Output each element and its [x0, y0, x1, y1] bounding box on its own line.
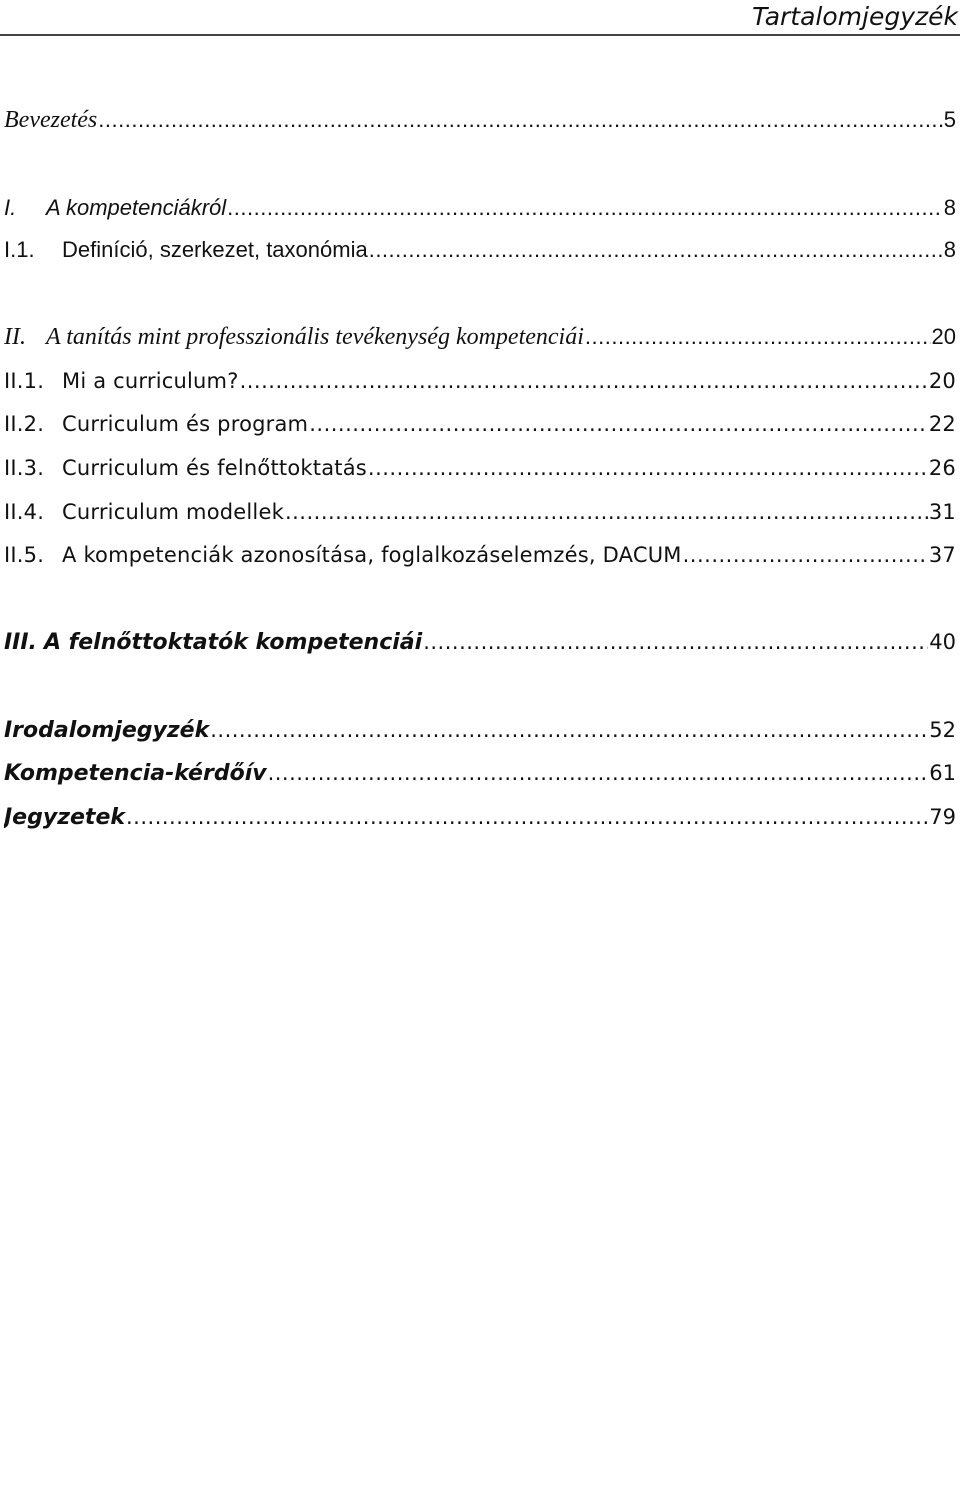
toc-entry-section-2-4[interactable] — [4, 496, 956, 528]
toc-entry-chapter-1[interactable] — [4, 192, 956, 224]
toc-entry-chapter-3[interactable] — [4, 626, 956, 658]
dot-leader — [309, 408, 928, 440]
toc-entry-number: I.1. — [4, 237, 35, 262]
toc-entry-number: II.1. — [4, 369, 45, 393]
toc-entry-number: II.3. — [4, 456, 45, 480]
toc-entry-page: 79 — [929, 805, 956, 829]
toc-entry-page: 5 — [943, 107, 956, 132]
dot-leader — [126, 801, 928, 833]
toc-entry-page: 8 — [943, 237, 956, 262]
toc-entry-page: 31 — [928, 500, 956, 524]
toc-entry-title: A kompetenciákról — [46, 195, 227, 220]
toc-entry-number: III. — [4, 630, 37, 655]
toc-entry-title: Jegyzetek — [4, 805, 125, 830]
toc-entry-page: 8 — [943, 195, 956, 220]
dot-leader — [98, 104, 942, 136]
toc-entry-title: Definíció, szerkezet, taxonómia — [62, 237, 368, 262]
dot-leader — [285, 496, 928, 528]
dot-leader — [683, 539, 928, 571]
dot-leader — [423, 626, 928, 658]
toc-entry-jegyzetek[interactable] — [4, 801, 956, 833]
toc-entry-section-2-5[interactable] — [4, 539, 956, 571]
toc-entry-page: 61 — [929, 761, 956, 785]
toc-entry-page: 37 — [928, 543, 956, 567]
toc-entry-title: Kompetencia-kérdőív — [4, 761, 267, 786]
toc-entry-page: 22 — [928, 412, 956, 436]
dot-leader — [227, 192, 943, 224]
page-header — [0, 0, 960, 36]
page-title: Tartalomjegyzék — [752, 2, 958, 31]
toc-entry-section-2-1[interactable] — [4, 365, 956, 397]
toc-entry-title: Curriculum és felnőttoktatás — [62, 456, 367, 480]
toc-entry-title: Curriculum modellek — [62, 500, 284, 524]
dot-leader — [369, 234, 943, 266]
toc-entry-number: I. — [4, 195, 17, 220]
dot-leader — [585, 321, 931, 353]
toc-entry-title: A felnőttoktatók kompetenciái — [44, 630, 423, 655]
toc-entry-title: Irodalomjegyzék — [4, 718, 210, 743]
dot-leader — [240, 365, 928, 397]
toc-entry-number: II.2. — [4, 412, 45, 436]
toc-entry-page: 40 — [929, 630, 956, 654]
toc-entry-page: 20 — [928, 369, 956, 393]
toc-entry-page: 20 — [931, 324, 956, 349]
toc-entry-title: A kompetenciák azonosítása, foglalkozáselemzés, DACUM — [62, 543, 682, 567]
toc-entry-section-1-1[interactable] — [4, 234, 956, 266]
dot-leader — [268, 757, 929, 789]
toc-entry-number: II.5. — [4, 543, 45, 567]
dot-leader — [368, 452, 928, 484]
toc-entry-title: Mi a curriculum? — [62, 369, 239, 393]
toc-entry-page: 52 — [929, 718, 956, 742]
toc-entry-number: II.4. — [4, 500, 45, 524]
toc-entry-title: A tanítás mint professzionális tevékenység kompetenciái — [46, 324, 584, 350]
toc-entry-section-2-3[interactable] — [4, 452, 956, 484]
toc-entry-section-2-2[interactable] — [4, 408, 956, 440]
toc-entry-bevezetes[interactable] — [4, 104, 956, 136]
toc-entry-title: Curriculum és program — [62, 412, 309, 436]
dot-leader — [210, 714, 928, 746]
toc-entry-irodalomjegyzek[interactable] — [4, 714, 956, 746]
toc-entry-title: Bevezetés — [4, 107, 98, 133]
toc-entry-chapter-2[interactable] — [4, 321, 956, 353]
toc-entry-number: II. — [4, 324, 26, 350]
toc-entry-kompetencia-kerdoiv[interactable] — [4, 757, 956, 789]
toc-entry-page: 26 — [928, 456, 956, 480]
